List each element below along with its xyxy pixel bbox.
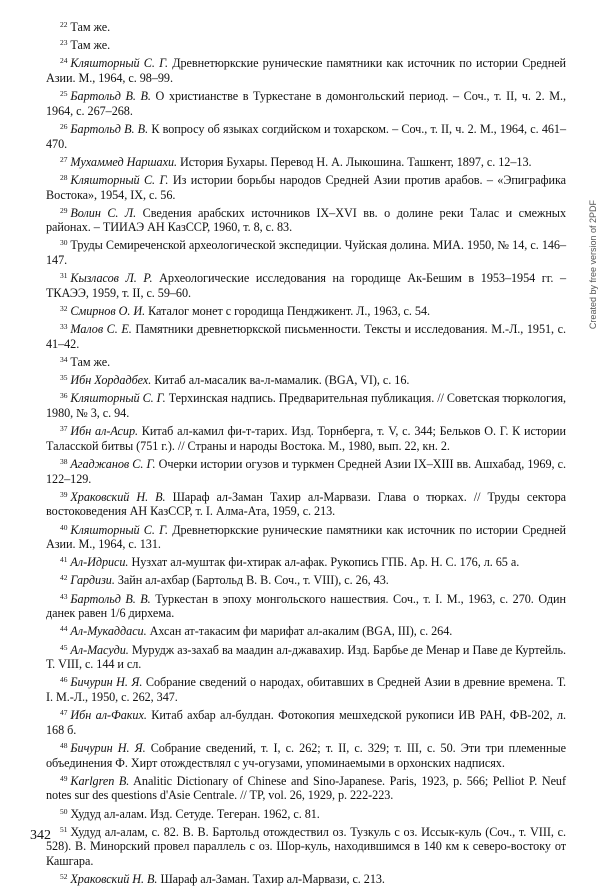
footnote-number: 49 xyxy=(60,773,68,783)
footnote-27 xyxy=(46,153,566,170)
footnote-number: 27 xyxy=(60,154,68,164)
footnote-number: 39 xyxy=(60,489,68,499)
footnote-35 xyxy=(46,371,566,388)
footnote-42 xyxy=(46,571,566,588)
footnote-24 xyxy=(46,54,566,85)
footnote-number: 35 xyxy=(60,373,68,383)
footnote-40 xyxy=(46,521,566,552)
footnote-number: 38 xyxy=(60,456,68,466)
footnote-26 xyxy=(46,120,566,151)
footnote-author: Малов С. Е. xyxy=(70,322,132,337)
footnote-number: 42 xyxy=(60,573,68,583)
footnote-author: Ибн ал-Асир. xyxy=(70,424,138,439)
footnote-47 xyxy=(46,706,566,737)
watermark-text: Created by free version of 2PDF xyxy=(588,200,598,330)
footnote-text: Ахсан ат-такасим фи марифат ал-акалим (BGA, III), с. 264. xyxy=(149,624,453,639)
footnote-author: Ибн Хордадбех. xyxy=(70,373,152,388)
footnote-number: 36 xyxy=(60,391,68,401)
footnote-45 xyxy=(46,641,566,672)
footnote-number: 22 xyxy=(60,20,68,29)
footnote-author: Ал-Идриси. xyxy=(70,555,129,570)
footnote-number: 28 xyxy=(60,172,68,182)
footnote-text: О христианстве в Туркестане в домонгольский период. – Соч., т. II, ч. 2. М., 1964, с. 267–268. xyxy=(46,89,566,118)
footnote-38 xyxy=(46,455,566,486)
footnote-author: Гардизи. xyxy=(70,573,115,588)
footnote-30 xyxy=(46,236,566,267)
footnote-43 xyxy=(46,590,566,621)
footnote-number: 40 xyxy=(60,522,68,532)
footnotes-list xyxy=(46,18,566,888)
footnote-author: Ал-Масуди. xyxy=(70,642,129,657)
footnote-text: Древнетюркские рунические памятники как источник по истории Средней Азии. М., 1964, с. 131. xyxy=(46,522,566,552)
footnote-number: 33 xyxy=(60,322,68,332)
footnote-author: Волин С. Л. xyxy=(70,205,137,220)
footnote-number: 34 xyxy=(60,355,68,364)
footnote-39 xyxy=(46,488,566,519)
footnote-32 xyxy=(46,302,566,319)
footnote-31 xyxy=(46,269,566,300)
footnote-number: 26 xyxy=(60,121,68,131)
footnote-text: К вопросу об языках согдийском и тохарском. – Соч., т. II, ч. 2. М., 1964, с. 461–470. xyxy=(46,121,567,151)
footnote-28 xyxy=(46,171,566,202)
footnote-number: 47 xyxy=(60,708,68,718)
footnote-text: Analitic Dictionary of Chinese and Sino-Japanese. Paris, 1923, p. 566; Pelliot P. Neuf notes sur des questions d'Asie Centrale. // TP, vol. 26, 1929, p. 222-223. xyxy=(46,773,566,803)
footnote-author: Мухаммед Наршахи. xyxy=(70,154,178,169)
footnote-text: Там же. xyxy=(70,355,111,369)
footnote-number: 48 xyxy=(60,740,68,750)
footnote-number: 50 xyxy=(60,806,68,816)
footnote-text: Туркестан в эпоху монгольского нашествия. Соч., т. I. М., 1963, с. 270. Один данек равен 1/6 дирхема. xyxy=(46,591,567,621)
footnote-number: 25 xyxy=(60,89,68,99)
footnote-text: Шараф ал-Заман. Тахир ал-Марвази, с. 213. xyxy=(160,872,385,887)
footnote-author: Бартольд В. В. xyxy=(70,591,151,606)
footnote-text: Терхинская надпись. Предварительная публикация. // Советская тюркология, 1980, № 3, с. 94. xyxy=(46,391,566,420)
footnote-author: Ибн ал-Факих. xyxy=(70,708,147,723)
footnote-author: Бартольд В. В. xyxy=(70,89,151,104)
footnote-number: 32 xyxy=(60,304,68,314)
page-number: 342 xyxy=(30,828,51,843)
footnote-author: Кляшторный С. Г. xyxy=(70,391,166,406)
footnote-text: Там же. xyxy=(70,38,111,53)
footnote-author: Кляшторный С. Г. xyxy=(70,522,169,537)
footnote-author: Ал-Мукаддаси. xyxy=(70,624,147,639)
footnote-author: Агаджанов С. Г. xyxy=(70,456,156,471)
footnote-text: Зайн ал-ахбар (Бартольд В. В. Соч., т. VIII), с. 26, 43. xyxy=(117,573,389,588)
footnote-author: Смирнов О. И. xyxy=(70,304,146,319)
footnote-text: Сведения арабских источников IX–XVI вв. о долине реки Талас и смежных районах. – ТИИАЭ АН КазССР, 1960, т. 8, с. 83. xyxy=(46,205,566,235)
footnote-text: Труды Семиреченской археологической экспедиции. Чуйская долина. МИА. 1950, № 14, с. 146–147. xyxy=(46,238,566,268)
footnote-text: Древнетюркские рунические памятники как источник по истории Средней Азии. М., 1964, с. 98–99. xyxy=(46,56,566,85)
footnote-49 xyxy=(46,772,566,803)
footnote-text: Худуд ал-алам. Изд. Сетуде. Тегеран. 1962, с. 81. xyxy=(70,806,320,821)
footnote-number: 30 xyxy=(60,238,68,248)
footnote-50 xyxy=(46,805,566,822)
footnote-46 xyxy=(46,673,566,704)
footnote-text: Каталог монет с городища Пенджикент. Л., 1963, с. 54. xyxy=(148,304,430,319)
footnote-author: Бичурин Н. Я. xyxy=(70,675,143,690)
footnote-text: Очерки истории огузов и туркмен Средней Азии IX–XIII вв. Ашхабад, 1969, с. 122–129. xyxy=(46,456,567,486)
footnote-51 xyxy=(46,823,566,869)
footnote-text: Там же. xyxy=(70,20,111,34)
footnote-number: 29 xyxy=(60,205,68,215)
footnote-number: 44 xyxy=(60,624,68,634)
footnote-author: Кляшторный С. Г. xyxy=(70,56,169,71)
footnote-text: Памятники древнетюркской письменности. Тексты и исследования. М.-Л., 1951, с. 41–42. xyxy=(46,322,566,351)
footnote-22 xyxy=(46,18,566,35)
footnote-text: Шараф ал-Заман Тахир ал-Марвази. Глава о тюрках. // Труды сектора востоковедения АН КазССР, т. I. Алма-Ата, 1959, с. 213. xyxy=(46,489,566,519)
footnote-number: 23 xyxy=(60,38,68,48)
footnote-text: Худуд ал-алам, с. 82. В. В. Бартольд отождествил оз. Тузкуль с оз. Иссык-куль (Соч., т. VIII, с. 528). В. Минорский провел параллель с оз. Шор-куль, находившимся в 140 км к северо-востоку от Кашгара. xyxy=(46,824,566,868)
footnote-text: Нузхат ал-муштак фи-хтирак ал-афак. Рукопись ГПБ. Ар. Н. С. 176, л. 65 а. xyxy=(131,555,520,570)
footnote-number: 43 xyxy=(60,591,68,601)
footnote-author: Бартольд В. В. xyxy=(70,121,149,136)
footnote-number: 45 xyxy=(60,642,68,652)
footnote-number: 46 xyxy=(60,675,68,685)
footnote-text: Китаб ахбар ал-булдан. Фотокопия мешхедской рукописи ИВ РАН, ФВ-202, л. 168 б. xyxy=(46,708,566,737)
footnote-number: 41 xyxy=(60,555,68,565)
footnote-52 xyxy=(46,870,566,887)
footnote-25 xyxy=(46,87,566,118)
footnote-text: Из истории борьбы народов Средней Азии против арабов. – «Эпиграфика Востока», 1954, IX, с. 56. xyxy=(46,172,566,202)
footnote-text: Археологические исследования на городище Ак-Бешим в 1953–1954 гг. – ТКАЭЭ, 1959, т. II, с. 59–60. xyxy=(46,271,567,300)
footnote-text: История Бухары. Перевод Н. А. Лыкошина. Ташкент, 1897, с. 12–13. xyxy=(180,154,532,169)
footnote-number: 52 xyxy=(60,872,68,882)
footnote-text: Китаб ал-камил фи-т-тарих. Изд. Торнберга, т. V, с. 344; Бельков О. Г. К истории Таласской битвы (751 г.). // Страны и народы Востока. М., 1980, вып. 22, кн. 2. xyxy=(46,424,566,453)
footnote-text: Китаб ал-масалик ва-л-мамалик. (BGA, VI), с. 16. xyxy=(154,373,410,388)
footnote-text: Собрание сведений о народах, обитавших в Средней Азии в древние времена. Т. I. М.-Л., 1950, с. 262, 347. xyxy=(46,675,567,704)
footnote-text: Собрание сведений, т. I, с. 262; т. II, с. 329; т. III, с. 50. Эти три племенные объединения Ф. Хирт отождествлял с уч-огузами, упоминаемыми в орхонских надписях. xyxy=(46,740,566,770)
footnote-author: Храковский Н. В. xyxy=(70,489,166,504)
footnote-29 xyxy=(46,204,566,235)
footnote-41 xyxy=(46,553,566,570)
footnote-48 xyxy=(46,739,566,770)
footnote-author: Кляшторный С. Г. xyxy=(70,172,169,187)
footnote-author: Бичурин Н. Я. xyxy=(70,740,146,755)
footnote-number: 24 xyxy=(60,56,68,66)
footnote-44 xyxy=(46,622,566,639)
footnote-number: 37 xyxy=(60,424,68,434)
footnote-author: Кызласов Л. Р. xyxy=(70,271,153,286)
footnote-author: Храковский Н. В. xyxy=(70,872,158,887)
footnote-23 xyxy=(46,36,566,53)
footnote-number: 31 xyxy=(60,271,68,281)
footnote-36 xyxy=(46,389,566,420)
footnote-text: Мурудж аз-захаб ва маадин ал-джавахир. Изд. Барбье де Менар и Паве де Куртейль. Т. VIII, с. 144 и сл. xyxy=(46,642,566,672)
footnote-author: Karlgren B. xyxy=(70,773,130,788)
footnote-number: 51 xyxy=(60,824,68,834)
footnote-37 xyxy=(46,422,566,453)
footnote-33 xyxy=(46,320,566,351)
footnote-34 xyxy=(46,353,566,370)
